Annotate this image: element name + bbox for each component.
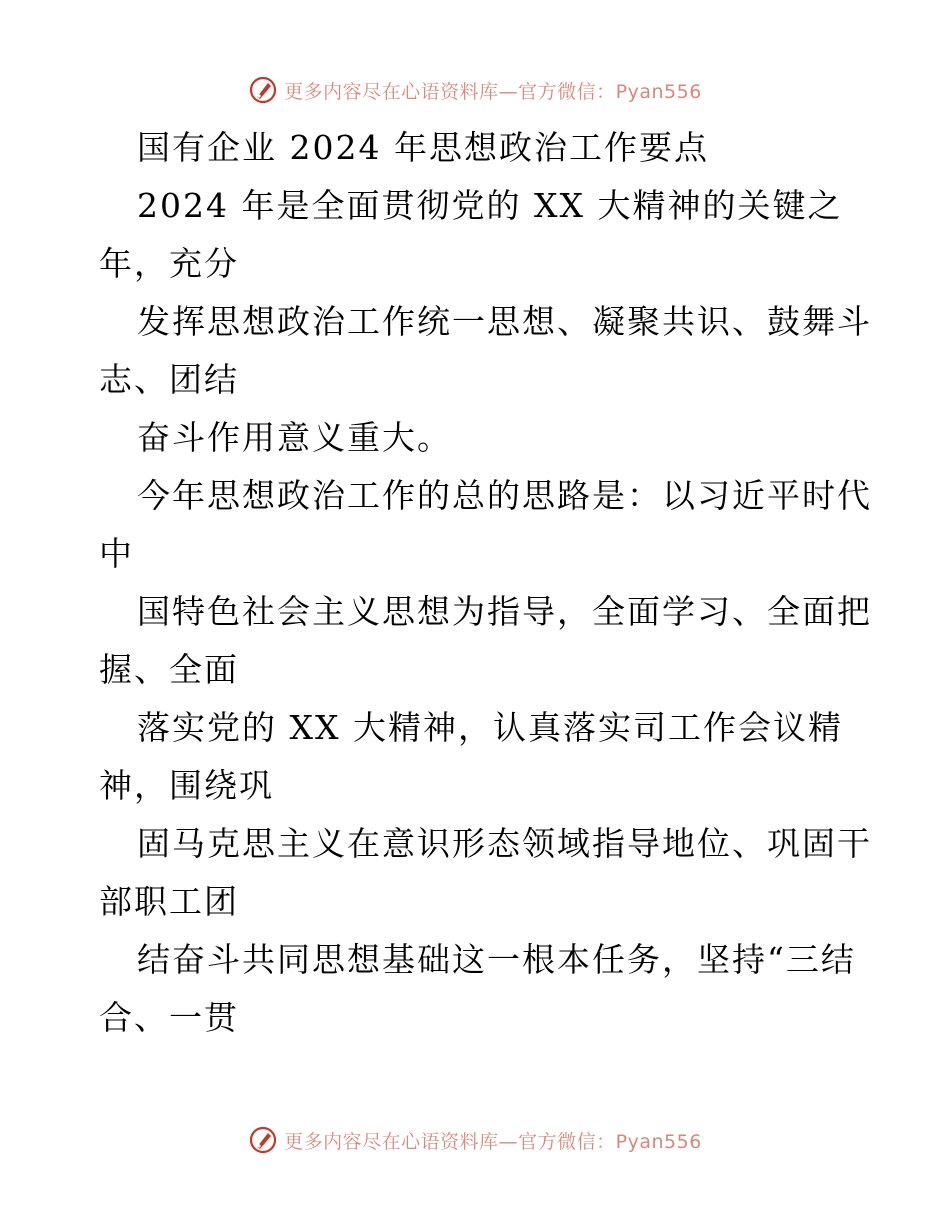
paragraph-line: 固马克思主义在意识形态领域指导地位、巩固干: [137, 824, 872, 863]
paragraph-line: 发挥思想政治工作统一思想、凝聚共识、鼓舞斗: [137, 302, 872, 341]
paragraph-line: 结奋斗共同思想基础这一根本任务，坚持“三结: [137, 940, 856, 979]
header-banner: [0, 70, 950, 110]
paragraph-line: 年，充分: [99, 244, 239, 283]
paragraph-line: 部职工团: [99, 882, 239, 921]
pen-circle-icon: [248, 1125, 278, 1155]
document-title: 国有企业 2024 年思想政治工作要点: [137, 128, 709, 167]
paragraph-line: 今年思想政治工作的总的思路是：以习近平时代: [137, 476, 872, 515]
paragraph-line: 握、全面: [99, 650, 239, 689]
paragraph-line: 中: [99, 534, 134, 573]
header-banner-text: 更多内容尽在心语资料库—官方微信：Pyan556: [284, 80, 702, 103]
footer-banner-text: 更多内容尽在心语资料库—官方微信：Pyan556: [284, 1130, 702, 1153]
paragraph-line: 合、一贯: [99, 998, 239, 1037]
paragraph-line: 落实党的 XX 大精神，认真落实司工作会议精: [137, 708, 843, 747]
paragraph-line: 2024 年是全面贯彻党的 XX 大精神的关键之: [137, 186, 843, 225]
paragraph-line: 国特色社会主义思想为指导，全面学习、全面把: [137, 592, 872, 631]
footer-banner: [0, 1120, 950, 1160]
pen-circle-icon: [248, 75, 278, 105]
paragraph-line: 神，围绕巩: [99, 766, 274, 805]
paragraph-line: 奋斗作用意义重大。: [137, 418, 452, 457]
paragraph-line: 志、团结: [99, 360, 239, 399]
